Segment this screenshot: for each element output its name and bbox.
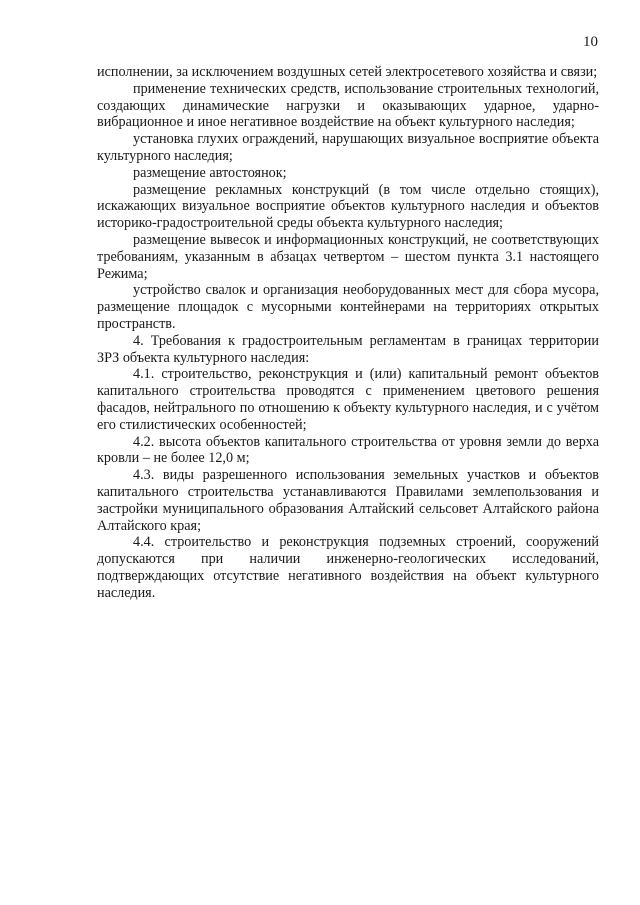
paragraph-section-4-heading: 4. Требования к градостроительным регламентам в границах территории ЗРЗ объекта культурного наследия: [97,332,599,366]
paragraph-4-3: 4.3. виды разрешенного использования земельных участков и объектов капитального строительства устанавливаются Правилами землепользования и застройки муниципального образования Алтайский сельсовет Алтайского района Алтайского края; [97,467,599,534]
page-number: 10 [583,34,598,50]
paragraph-continuation: исполнении, за исключением воздушных сетей электросетевого хозяйства и связи; [97,64,598,80]
paragraph-advertising: размещение рекламных конструкций (в том числе отдельно стоящих), искажающих визуальное восприятие объектов культурного наследия и объектов историко-градостроительной среды объекта культурного наследия; [97,181,599,232]
paragraph-4-2: 4.2. высота объектов капитального строительства от уровня земли до верха кровли – не более 12,0 м; [97,433,599,467]
paragraph-4-4: 4.4. строительство и реконструкция подземных строений, сооружений допускаются при наличии инженерно-геологических исследований, подтверждающих отсутствие негативного воздействия на объект культурного наследия. [97,534,599,601]
paragraph-parking: размещение автостоянок; [133,164,287,181]
paragraph-technical-means: применение технических средств, использование строительных технологий, создающих динамические нагрузки и оказывающих ударное, ударно-вибрационное и иное негативное воздействие на объект культурного наследия; [97,80,599,131]
paragraph-waste: устройство свалок и организация необорудованных мест для сбора мусора, размещение площадок с мусорными контейнерами на территориях открытых пространств. [97,282,599,332]
paragraph-4-1: 4.1. строительство, реконструкция и (или) капитальный ремонт объектов капитального строительства проводятся с применением цветового решения фасадов, нейтрального по отношению к объекту культурного наследия, и с учётом его стилистических особенностей; [97,366,599,433]
document-body [97,64,599,602]
paragraph-fences: установка глухих ограждений, нарушающих визуальное восприятие объекта культурного наследия; [97,131,599,164]
paragraph-signage: размещение вывесок и информационных конструкций, не соответствующих требованиям, указанным в абзацах четвертом – шестом пункта 3.1 настоящего Режима; [97,231,599,282]
